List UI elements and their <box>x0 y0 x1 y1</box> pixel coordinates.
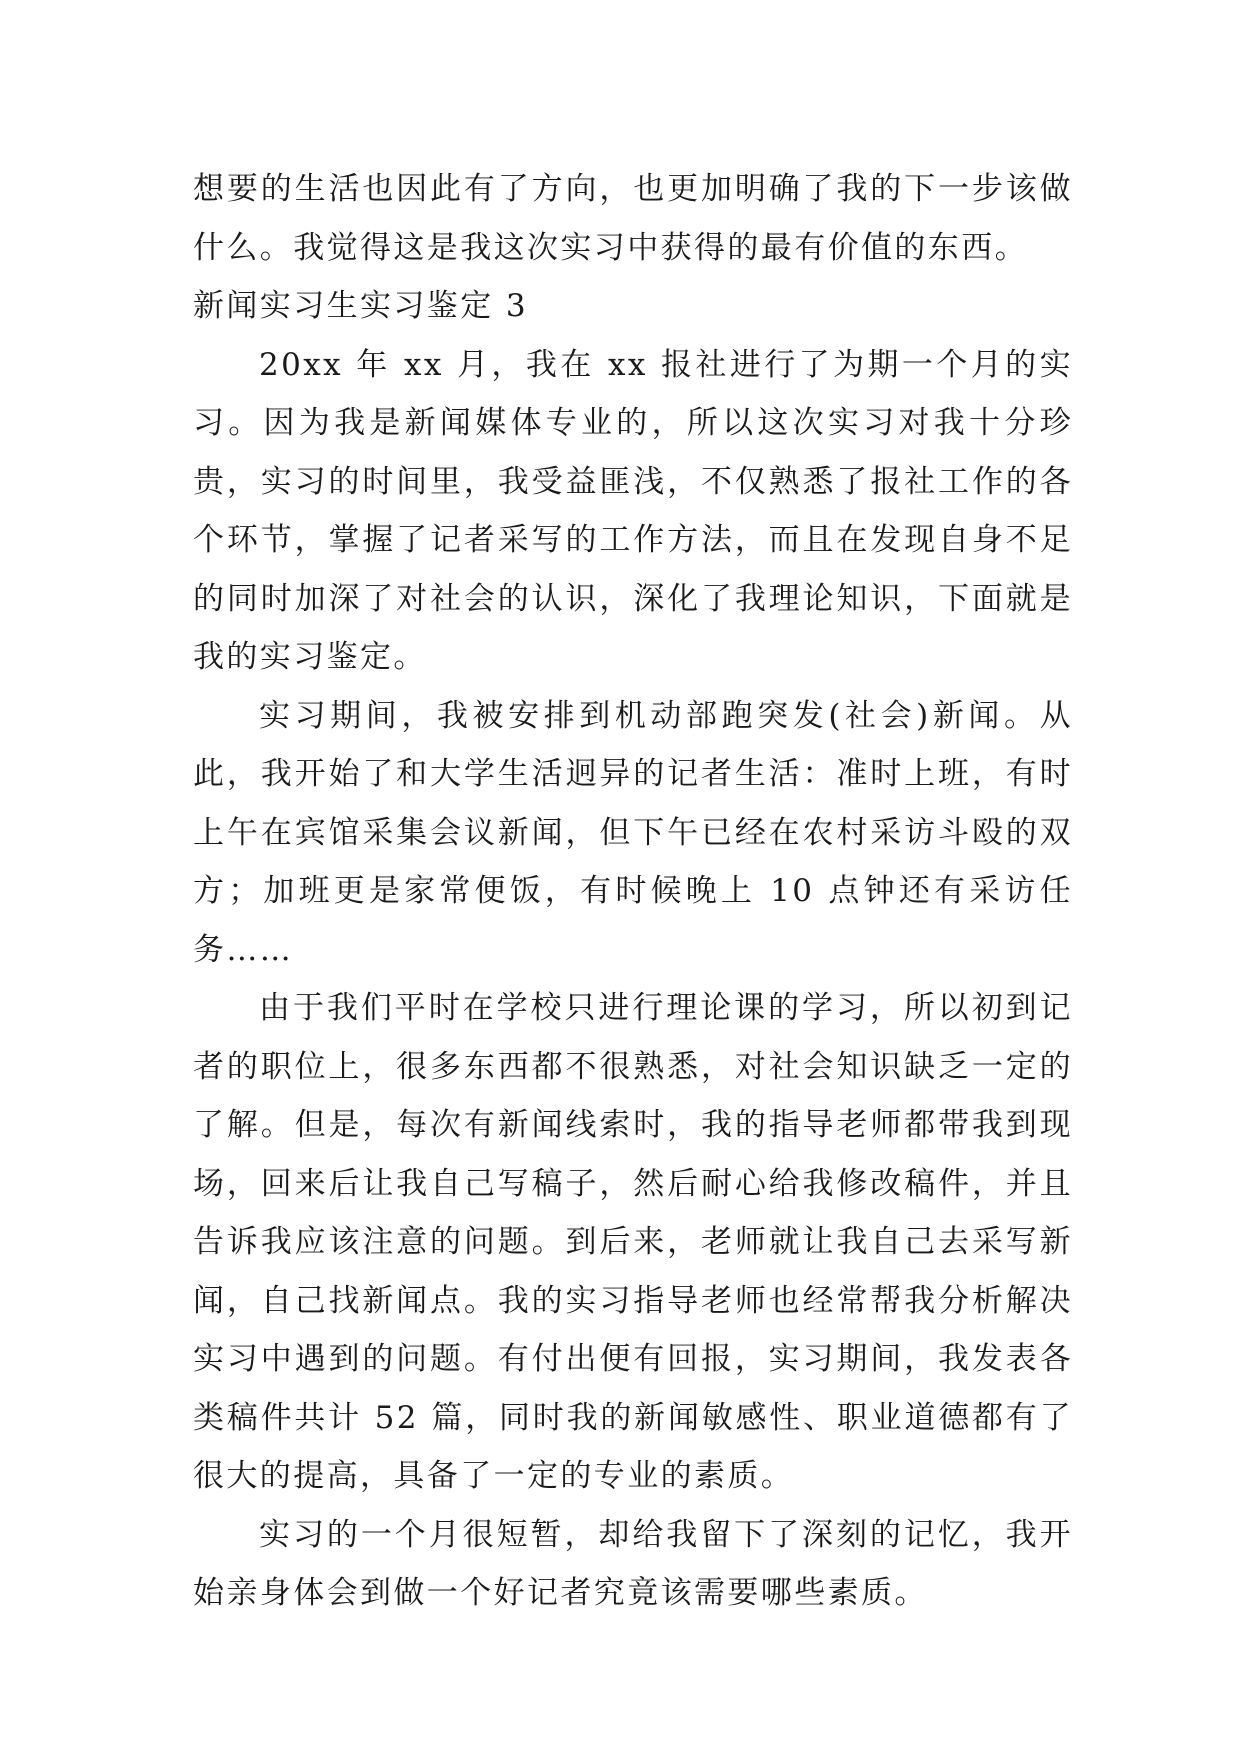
section-title: 新闻实习生实习鉴定 3 <box>193 288 528 324</box>
paragraph-1: 20xx 年 xx 月，我在 xx 报社进行了为期一个月的实习。因为我是新闻媒体专业的，所以这次实习对我十分珍贵，实习的时间里，我受益匪浅，不仅熟悉了报社工作的各个环节，掌握了记者采写的工作方法，而且在发现自身不足的同时加深了对社会的认识，深化了我理论知识，下面就是我的实习鉴定。 <box>193 346 1073 675</box>
paragraph-2: 实习期间，我被安排到机动部跑突发(社会)新闻。从此，我开始了和大学生活迥异的记者生活：准时上班，有时上午在宾馆采集会议新闻，但下午已经在农村采访斗殴的双方；加班更是家常便饭，有时候晚上 10 点钟还有采访任务…… <box>193 697 1073 968</box>
document-body <box>193 160 1073 1623</box>
lead-paragraph: 想要的生活也因此有了方向，也更加明确了我的下一步该做什么。我觉得这是我这次实习中获得的最有价值的东西。 <box>193 171 1073 266</box>
paragraph-3: 由于我们平时在学校只进行理论课的学习，所以初到记者的职位上，很多东西都不很熟悉，对社会知识缺乏一定的了解。但是，每次有新闻线索时，我的指导老师都带我到现场，回来后让我自己写稿子，然后耐心给我修改稿件，并且告诉我应该注意的问题。到后来，老师就让我自己去采写新闻，自己找新闻点。我的实习指导老师也经常帮我分析解决实习中遇到的问题。有付出便有回报，实习期间，我发表各类稿件共计 52 篇，同时我的新闻敏感性、职业道德都有了很大的提高，具备了一定的专业的素质。 <box>193 990 1073 1494</box>
paragraph-4: 实习的一个月很短暂，却给我留下了深刻的记忆，我开始亲身体会到做一个好记者究竟该需要哪些素质。 <box>193 1516 1073 1611</box>
